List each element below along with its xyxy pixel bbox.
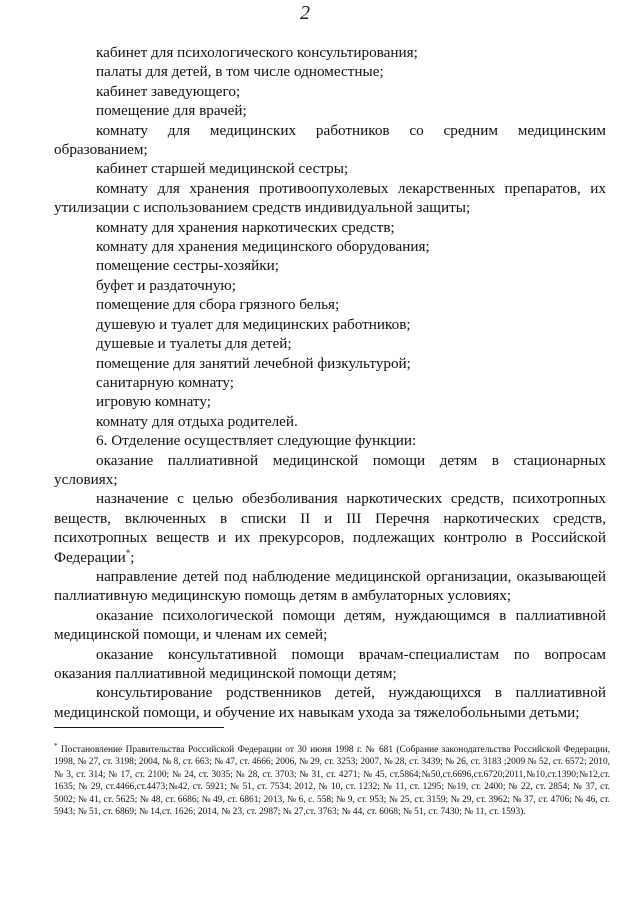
list-item: помещение для врачей;: [96, 102, 247, 120]
list-item: комнату для хранения противоопухолевых лекарственных препаратов, их утилизации с использованием средств индивидуальной защиты;: [54, 179, 606, 217]
list-item: буфет и раздаточную;: [96, 276, 237, 294]
section-heading: 6. Отделение осуществляет следующие функции:: [96, 432, 417, 450]
list-item: душевые и туалеты для детей;: [96, 335, 292, 353]
list-item: помещение для занятий лечебной физкультурой;: [96, 354, 411, 372]
footnote-divider: [54, 727, 224, 728]
list-item-text: назначение с целью обезболивания наркотических средств, психотропных веществ, включенных в списки II и III Перечня наркотических средств, психотропных веществ и их прекурсоров, подлежащих контролю в Российской Федерации: [54, 490, 606, 566]
footnote-mark: *: [54, 741, 58, 750]
list-item: помещение сестры-хозяйки;: [96, 257, 279, 275]
footnote-reference[interactable]: *: [125, 547, 131, 558]
list-item: комнату для хранения наркотических средств;: [96, 218, 395, 236]
list-item: кабинет заведующего;: [96, 82, 241, 100]
list-item: комнату для медицинских работников со средним медицинским образованием;: [54, 121, 606, 159]
list-item: игровую комнату;: [96, 393, 211, 411]
document-body: [54, 43, 606, 722]
list-item: кабинет старшей медицинской сестры;: [96, 160, 349, 178]
list-item: консультирование родственников детей, нуждающихся в паллиативной медицинской помощи, и обучение их навыкам ухода за тяжелобольными детьми;: [54, 684, 606, 721]
list-item: санитарную комнату;: [96, 373, 234, 391]
list-item: комнату для отдыха родителей.: [96, 412, 298, 430]
list-item: оказание паллиативной медицинской помощи детям в стационарных условиях;: [54, 451, 606, 488]
list-item: душевую и туалет для медицинских работников;: [96, 315, 411, 333]
page-number: 2: [300, 2, 310, 24]
footnote: [54, 741, 610, 818]
list-item: комнату для хранения медицинского оборудования;: [96, 238, 430, 256]
list-item: направление детей под наблюдение медицинской организации, оказывающей паллиативную медицинскую помощь детям в амбулаторных условиях;: [54, 567, 606, 605]
list-item: кабинет для психологического консультирования;: [96, 44, 418, 61]
list-item: оказание психологической помощи детям, нуждающимся в паллиативной медицинской помощи, и членам их семей;: [54, 606, 606, 644]
list-item: палаты для детей, в том числе одноместные;: [96, 63, 384, 81]
list-item-punctuation: ;: [130, 548, 135, 566]
list-item: помещение для сбора грязного белья;: [96, 296, 340, 314]
list-item: [54, 489, 606, 567]
list-item: оказание консультативной помощи врачам-специалистам по вопросам оказания паллиативной медицинской помощи детям;: [54, 645, 606, 682]
footnote-text: Постановление Правительства Российской Федерации от 30 июня 1998 г. № 681 (Собрание законодательства Российской Федерации, 1998, № 27, ст. 3198; 2004, № 8, ст. 663; № 47, ст. 4666; 2006, № 29, ст. 3253; 2007, № 28, ст. 3439; № 26, ст. 3183 ;2009 № 52, ст. 6572; 2010, № 3, ст. 314; № 17, ст. 2100; № 24, ст. 3035; № 28, ст. 3703; № 31, ст. 4271; № 45, ст.5864;№50,ст.6696,ст.6720;2011,№10,ст.1390;№12,ст. 1635; № 29, ст.4466,ст.4473;№42, ст. 5921; № 51, ст. 7534; 2012, № 10, ст. 1232; № 11, ст. 1295; №19, ст. 2400; № 22, ст. 2854; № 37, ст. 5002; № 41, ст. 5625; № 48, ст. 6686; № 49, ст. 6861; 2013, № 6, с. 558; № 9, ст. 953; № 25, ст. 3159; № 29, ст. 3962; № 37, ст. 4706; № 46, ст. 5943; № 51, ст. 6869; № 14,ст. 1626; 2014, № 23, ст. 2987; № 27,ст. 3763; № 44, ст. 6068; № 51, ст. 7430; № 11, ст. 1593).: [54, 745, 610, 818]
